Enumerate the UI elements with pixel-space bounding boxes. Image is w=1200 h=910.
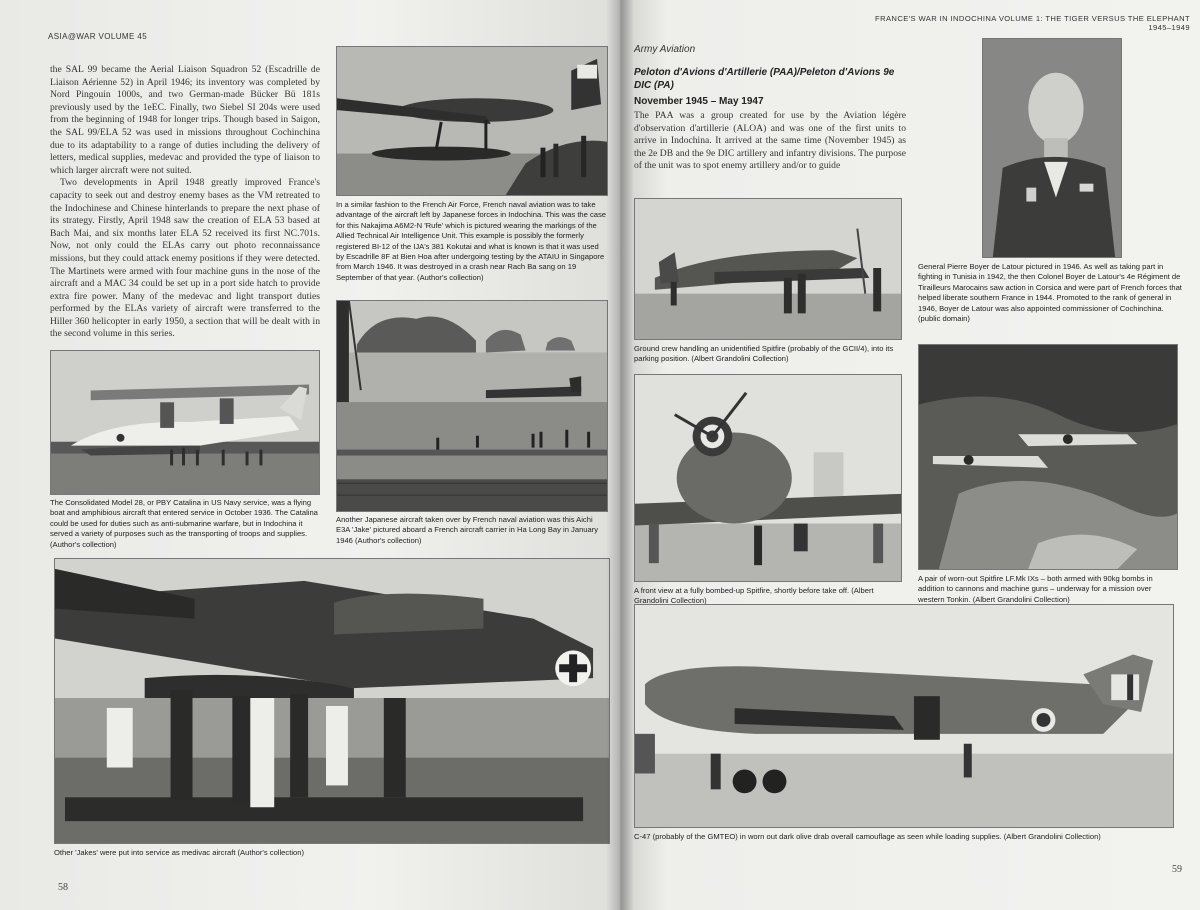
photo-spitfire-ground-crew bbox=[634, 198, 902, 340]
caption-spitfire-pair: A pair of worn-out Spitfire LF.Mk IXs – both armed with 90kg bombs in addition to cannons and machine guns – underway for a mission over western Tonkin. (Albert Grandolini Collection) bbox=[918, 574, 1153, 604]
c47-image bbox=[635, 605, 1173, 827]
photo-spitfire-pair bbox=[918, 344, 1178, 570]
jake-medevac-image bbox=[55, 559, 609, 843]
caption-spitfire-ground: Ground crew handling an unidentified Spitfire (probably of the GCII/4), into its parking position. (Albert Grandolini Collection) bbox=[634, 344, 894, 364]
photo-catalina bbox=[50, 350, 320, 495]
right-running-header: FRANCE'S WAR IN INDOCHINA VOLUME 1: THE TIGER VERSUS THE ELEPHANT 1945–1949 bbox=[875, 14, 1190, 32]
section-label: Army Aviation bbox=[634, 44, 696, 55]
photo-jake-carrier bbox=[336, 300, 608, 512]
left-body-paragraph: the SAL 99 became the Aerial Liaison Squadron 52 (Escadrille de Liaison Aérienne 52) in April 1946; its inventory was completed by Nord Pingouin 1000s, and two German-made Bücker Bü 181s previously used by the 1eEC. Finally, two Siebel SI 204s were used from the beginning of 1948 for longer trips. Though based in Saigon, the SAL 99/ELA 52 was used in missions throughout Cochinchina due to its adaptability to a range of duties including the delivery of letters, medical supplies, medevac and provided the type of liaison to which larger aircraft were not suited. bbox=[50, 64, 320, 176]
unit-title: Peloton d'Avions d'Artillerie (PAA)/Peleton d'Avions 9e DIC (PA) bbox=[634, 67, 895, 91]
left-running-header: ASIA@WAR VOLUME 45 bbox=[48, 32, 148, 41]
caption-jake-carrier: Another Japanese aircraft taken over by French naval aviation was this Aichi E3A 'Jake' pictured aboard a French aircraft carrier in Ha Long Bay in January 1946 (Author's collection) bbox=[336, 515, 599, 545]
right-body-text bbox=[634, 110, 906, 173]
caption-general: General Pierre Boyer de Latour pictured in 1946. As well as taking part in fighting in Tunisia in 1942, the then Colonel Boyer de Latour's 4e Régiment de Tirailleurs Marocains saw action in Corsica and were part of French forces that helped liberate southern France in 1944. Promoted to the rank of general in 1946, Boyer de Latour was also appointed commissioner of Cochinchina. (public domain) bbox=[918, 262, 1182, 324]
left-body-paragraph: Two developments in April 1948 greatly improved France's capacity to seek out and destroy enemy bases as the VM retreated to the Indochinese and Chinese hinterlands to prepare the next phase of its strategy. Firstly, April 1948 saw the creation of ELA 53 based at Bach Mai, and six months later ELA 52 received its first NC.701s. Now, not only could the ELAs carry out photo reconnaissance missions, but they could attack enemy positions if they were detected. The Martinets were armed with four machine guns in the nose of the aircraft and a MAC 34 could be set up in a port side hatch to provide extra fire power. Many of the medevac and light transport duties performed by the ELAs variety of aircraft were transferred to the Hiller 360 helicopter in early 1950, a section that will be dealt with in the second volume in this series. bbox=[50, 177, 320, 340]
photo-rufe-floatplane bbox=[336, 46, 608, 196]
spitfire-front-image bbox=[635, 375, 901, 581]
left-page-number: 58 bbox=[58, 882, 68, 893]
left-body-text bbox=[50, 64, 320, 341]
spitfire-ground-image bbox=[635, 199, 901, 339]
jake-carrier-image bbox=[337, 301, 607, 511]
general-portrait-image bbox=[983, 39, 1121, 257]
spitfire-pair-image bbox=[919, 345, 1177, 569]
book-gutter bbox=[606, 0, 634, 910]
right-body-paragraph: The PAA was a group created for use by the Aviation légère d'observation d'artillerie (ALOA) and was one of the first units to arrive in Indochina. It arrived at the same time (November 1945) as the 2e DB and the 9e DIC artillery and infantry divisions. The purpose of the unit was to spot enemy artillery and/or to guide bbox=[634, 110, 906, 172]
unit-dates: November 1945 – May 1947 bbox=[634, 96, 764, 107]
right-page bbox=[620, 0, 1200, 910]
caption-jake-medevac: Other 'Jakes' were put into service as medivac aircraft (Author's collection) bbox=[54, 848, 304, 857]
caption-c47: C-47 (probably of the GMTEO) in worn out dark olive drab overall camouflage as seen while loading supplies. (Albert Grandolini Collection) bbox=[634, 832, 1101, 841]
photo-spitfire-front bbox=[634, 374, 902, 582]
catalina-image bbox=[51, 351, 319, 494]
caption-spitfire-front: A front view at a fully bombed-up Spitfire, shortly before take off. (Albert Grandolini Collection) bbox=[634, 586, 874, 606]
caption-catalina: The Consolidated Model 28, or PBY Catalina in US Navy service, was a flying boat and amphibious aircraft that entered service in October 1936. The Catalina could be used for duties such as anti-submarine warfare, but in Indochina it served a variety of purposes such as the transporting of troops and supplies. (Author's collection) bbox=[50, 498, 318, 549]
caption-rufe: In a similar fashion to the French Air Force, French naval aviation was to take advantage of the aircraft left by Japanese forces in Indochina. This was the case for this Nakajima A6M2-N 'Rufe' which is pictured wearing the markings of the Allied Technical Air Intelligence Unit. This example is possibly the formerly registered BI-12 of the IJA's 381 Kokutai and what is known is that it was used by Escadrille 8F at Bien Hoa after undergoing testing by the ATAIU in Singapore from March 1946. It was destroyed in a crash near Rach Ba sang on 19 September of that year. (Author's collection) bbox=[336, 200, 607, 282]
right-page-number: 59 bbox=[1172, 864, 1182, 875]
rufe-image bbox=[337, 47, 607, 195]
photo-c47-transport bbox=[634, 604, 1174, 828]
photo-general-portrait bbox=[982, 38, 1122, 258]
photo-jake-medevac bbox=[54, 558, 610, 844]
